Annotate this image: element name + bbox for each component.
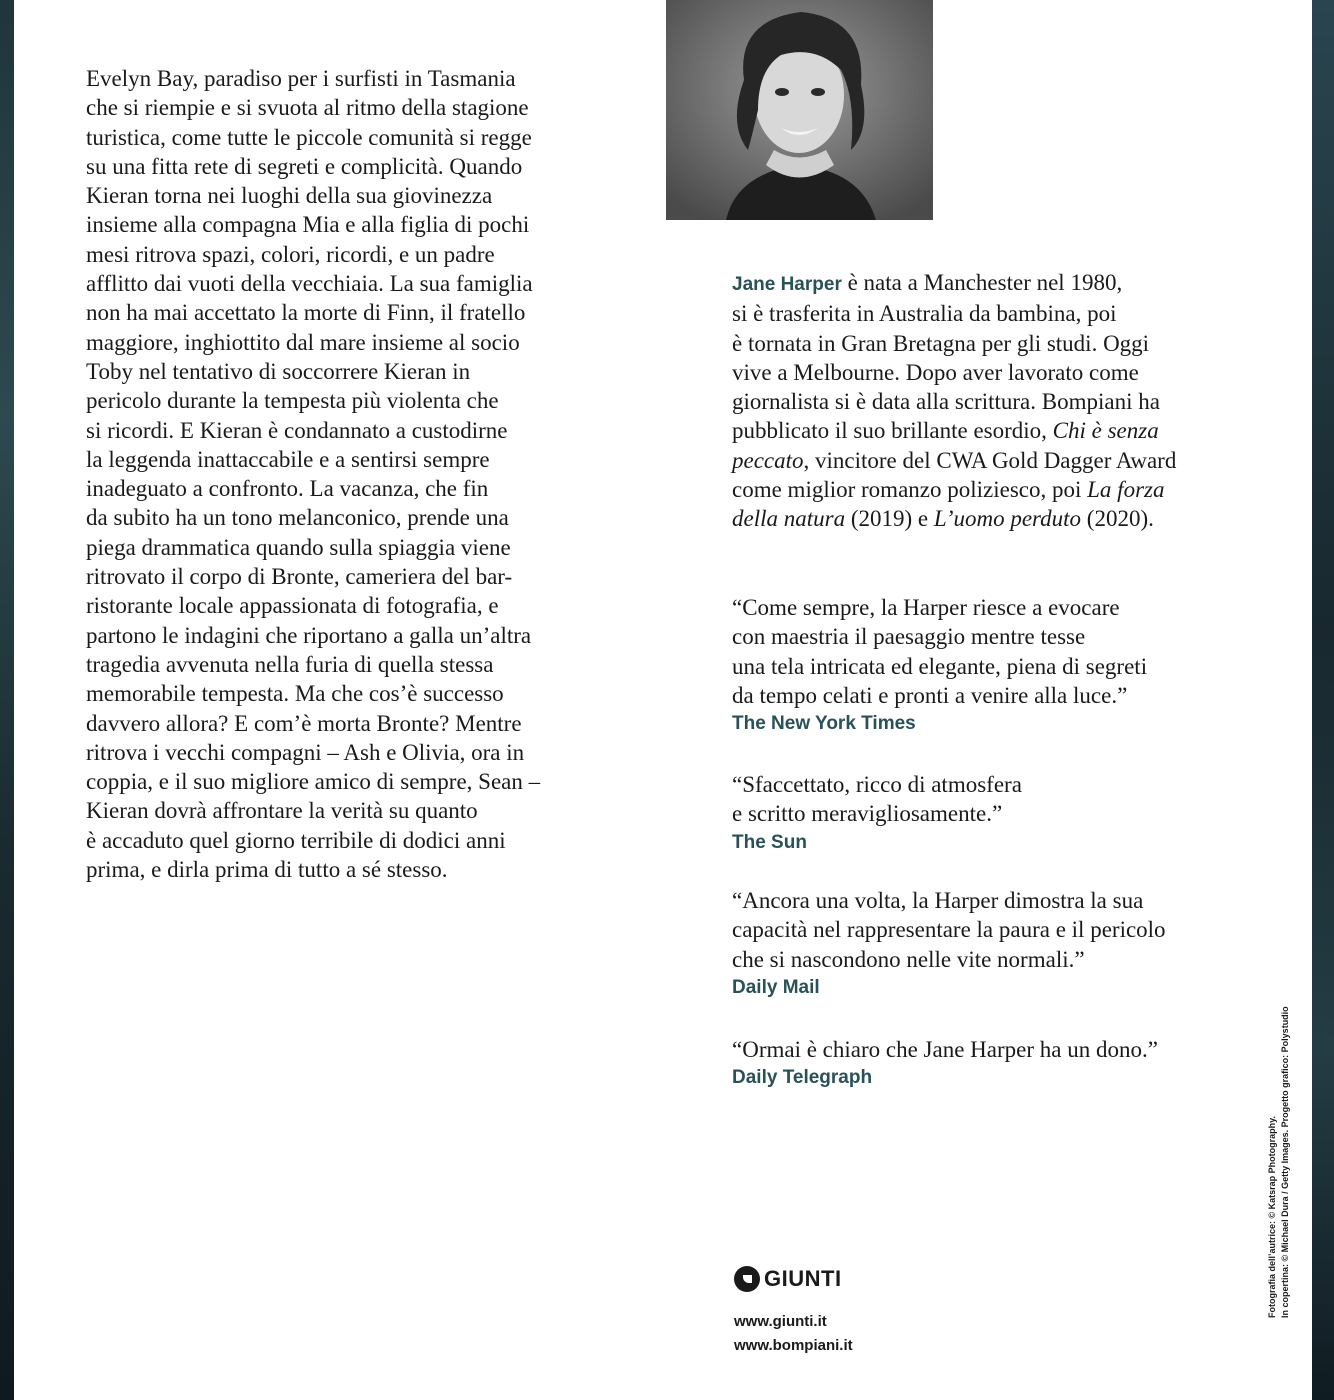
synopsis-line: ritrovato il corpo di Bronte, cameriera del bar- xyxy=(86,564,513,590)
quote-source: Daily Telegraph xyxy=(732,1067,873,1089)
author-name: Jane Harper xyxy=(732,274,842,295)
url-giunti[interactable]: www.giunti.it xyxy=(734,1313,827,1330)
credit-line: In copertina: © Michael Dura / Getty Images. Progetto grafico: Polystudio xyxy=(1280,1006,1290,1318)
book-title: Chi è senza xyxy=(1052,418,1159,444)
bio-text: , vincitore del CWA Gold Dagger Award xyxy=(803,447,1177,473)
synopsis-line: mesi ritrova spazi, colori, ricordi, e un padre xyxy=(86,241,495,267)
review-quote xyxy=(732,1035,1272,1092)
giunti-logo xyxy=(734,1264,842,1294)
bio-text: (2020). xyxy=(1081,506,1154,532)
logo-text: GIUNTI xyxy=(764,1266,842,1291)
quote-line: “Ancora una volta, la Harper dimostra la sua xyxy=(732,888,1144,913)
image-credits xyxy=(1266,1006,1292,1318)
review-quote xyxy=(732,593,1272,738)
quote-line: capacità nel rappresentare la paura e il pericolo xyxy=(732,917,1166,943)
synopsis-line: ritrova i vecchi compagni – Ash e Olivia, ora in xyxy=(86,739,525,765)
synopsis-line: la leggenda inattaccabile e a sentirsi sempre xyxy=(86,446,490,472)
synopsis-line: Toby nel tentativo di soccorrere Kieran in xyxy=(86,358,471,384)
synopsis-line: turistica, come tutte le piccole comunità si regge xyxy=(86,124,532,150)
quote-source: Daily Mail xyxy=(732,976,820,998)
book-title: della natura xyxy=(732,506,846,532)
synopsis-line: prima, e dirla prima di tutto a sé stesso. xyxy=(86,857,448,883)
synopsis-line: coppia, e il suo migliore amico di sempre, Sean – xyxy=(86,769,541,795)
synopsis-line: non ha mai accettato la morte di Finn, il fratello xyxy=(86,300,526,326)
cover-edge-right xyxy=(1312,0,1334,1400)
synopsis-line: partono le indagini che riportano a galla un’altra xyxy=(86,622,532,648)
synopsis-line: maggiore, inghiottito dal mare insieme al socio xyxy=(86,329,520,355)
synopsis-text xyxy=(86,64,606,884)
bio-text: giornalista si è data alla scrittura. Bompiani ha xyxy=(732,389,1160,415)
quote-line: “Ormai è chiaro che Jane Harper ha un dono.” xyxy=(732,1037,1158,1062)
book-title: La forza xyxy=(1087,477,1165,503)
cover-edge-left xyxy=(0,0,14,1400)
synopsis-line: tragedia avvenuta nella furia di quella stessa xyxy=(86,651,494,677)
quote-line: “Come sempre, la Harper riesce a evocare xyxy=(732,595,1120,620)
bio-text: vive a Melbourne. Dopo aver lavorato come xyxy=(732,359,1139,385)
synopsis-line: inadeguato a confronto. La vacanza, che fin xyxy=(86,476,489,502)
synopsis-line: insieme alla compagna Mia e alla figlia di pochi xyxy=(86,212,530,238)
synopsis-line: davvero allora? E com’è morta Bronte? Mentre xyxy=(86,710,522,736)
bio-text: pubblicato il suo brillante esordio, xyxy=(732,418,1053,444)
synopsis-line: pericolo durante la tempesta più violenta che xyxy=(86,388,499,414)
synopsis-line: su una fitta rete di segreti e complicità. Quando xyxy=(86,153,523,179)
synopsis-line: afflitto dai vuoti della vecchiaia. La sua famiglia xyxy=(86,271,533,297)
synopsis-line: memorabile tempesta. Ma che cos’è successo xyxy=(86,681,504,707)
book-title: L’uomo perduto xyxy=(933,506,1082,532)
synopsis-line: piega drammatica quando sulla spiaggia viene xyxy=(86,534,511,560)
url-bompiani[interactable]: www.bompiani.it xyxy=(734,1337,853,1354)
synopsis-line: ristorante locale appassionata di fotografia, e xyxy=(86,593,499,619)
author-photo xyxy=(666,0,933,220)
synopsis-line: è accaduto quel giorno terribile di dodici anni xyxy=(86,827,506,853)
bio-text: come miglior romanzo poliziesco, poi xyxy=(732,477,1088,503)
quote-line: che si nascondono nelle vite normali.” xyxy=(732,946,1085,972)
bio-text: è tornata in Gran Bretagna per gli studi. Oggi xyxy=(732,330,1150,356)
quote-line: “Sfaccettato, ricco di atmosfera xyxy=(732,772,1022,797)
quote-line: e scritto meravigliosamente.” xyxy=(732,801,1003,827)
synopsis-line: Evelyn Bay, paradiso per i surfisti in Tasmania xyxy=(86,66,516,91)
quote-line: una tela intricata ed elegante, piena di segreti xyxy=(732,653,1148,679)
bio-text: si è trasferita in Australia da bambina, poi xyxy=(732,301,1117,327)
review-quote xyxy=(732,770,1272,857)
publisher-urls xyxy=(734,1310,853,1358)
author-portrait-icon xyxy=(666,0,933,220)
review-quote xyxy=(732,886,1272,1002)
giunti-logo-icon xyxy=(734,1266,760,1292)
bio-text: (2019) e xyxy=(845,506,934,532)
quote-source: The New York Times xyxy=(732,713,916,735)
synopsis-line: Kieran torna nei luoghi della sua giovinezza xyxy=(86,183,493,209)
bio-text: è nata a Manchester nel 1980, xyxy=(841,270,1123,295)
synopsis-line: che si riempie e si svuota al ritmo della stagione xyxy=(86,95,529,121)
author-bio xyxy=(732,268,1252,534)
quote-line: da tempo celati e pronti a venire alla luce.” xyxy=(732,682,1128,708)
synopsis-line: si ricordi. E Kieran è condannato a custodirne xyxy=(86,417,508,443)
credit-line: Fotografia dell’autrice: © Katsrap Photography. xyxy=(1267,1116,1277,1318)
book-title: peccato xyxy=(732,447,804,473)
synopsis-line: Kieran dovrà affrontare la verità su quanto xyxy=(86,798,478,824)
quote-source: The Sun xyxy=(732,831,807,853)
quote-line: con maestria il paesaggio mentre tesse xyxy=(732,624,1086,650)
synopsis-line: da subito ha un tono melanconico, prende una xyxy=(86,505,509,531)
